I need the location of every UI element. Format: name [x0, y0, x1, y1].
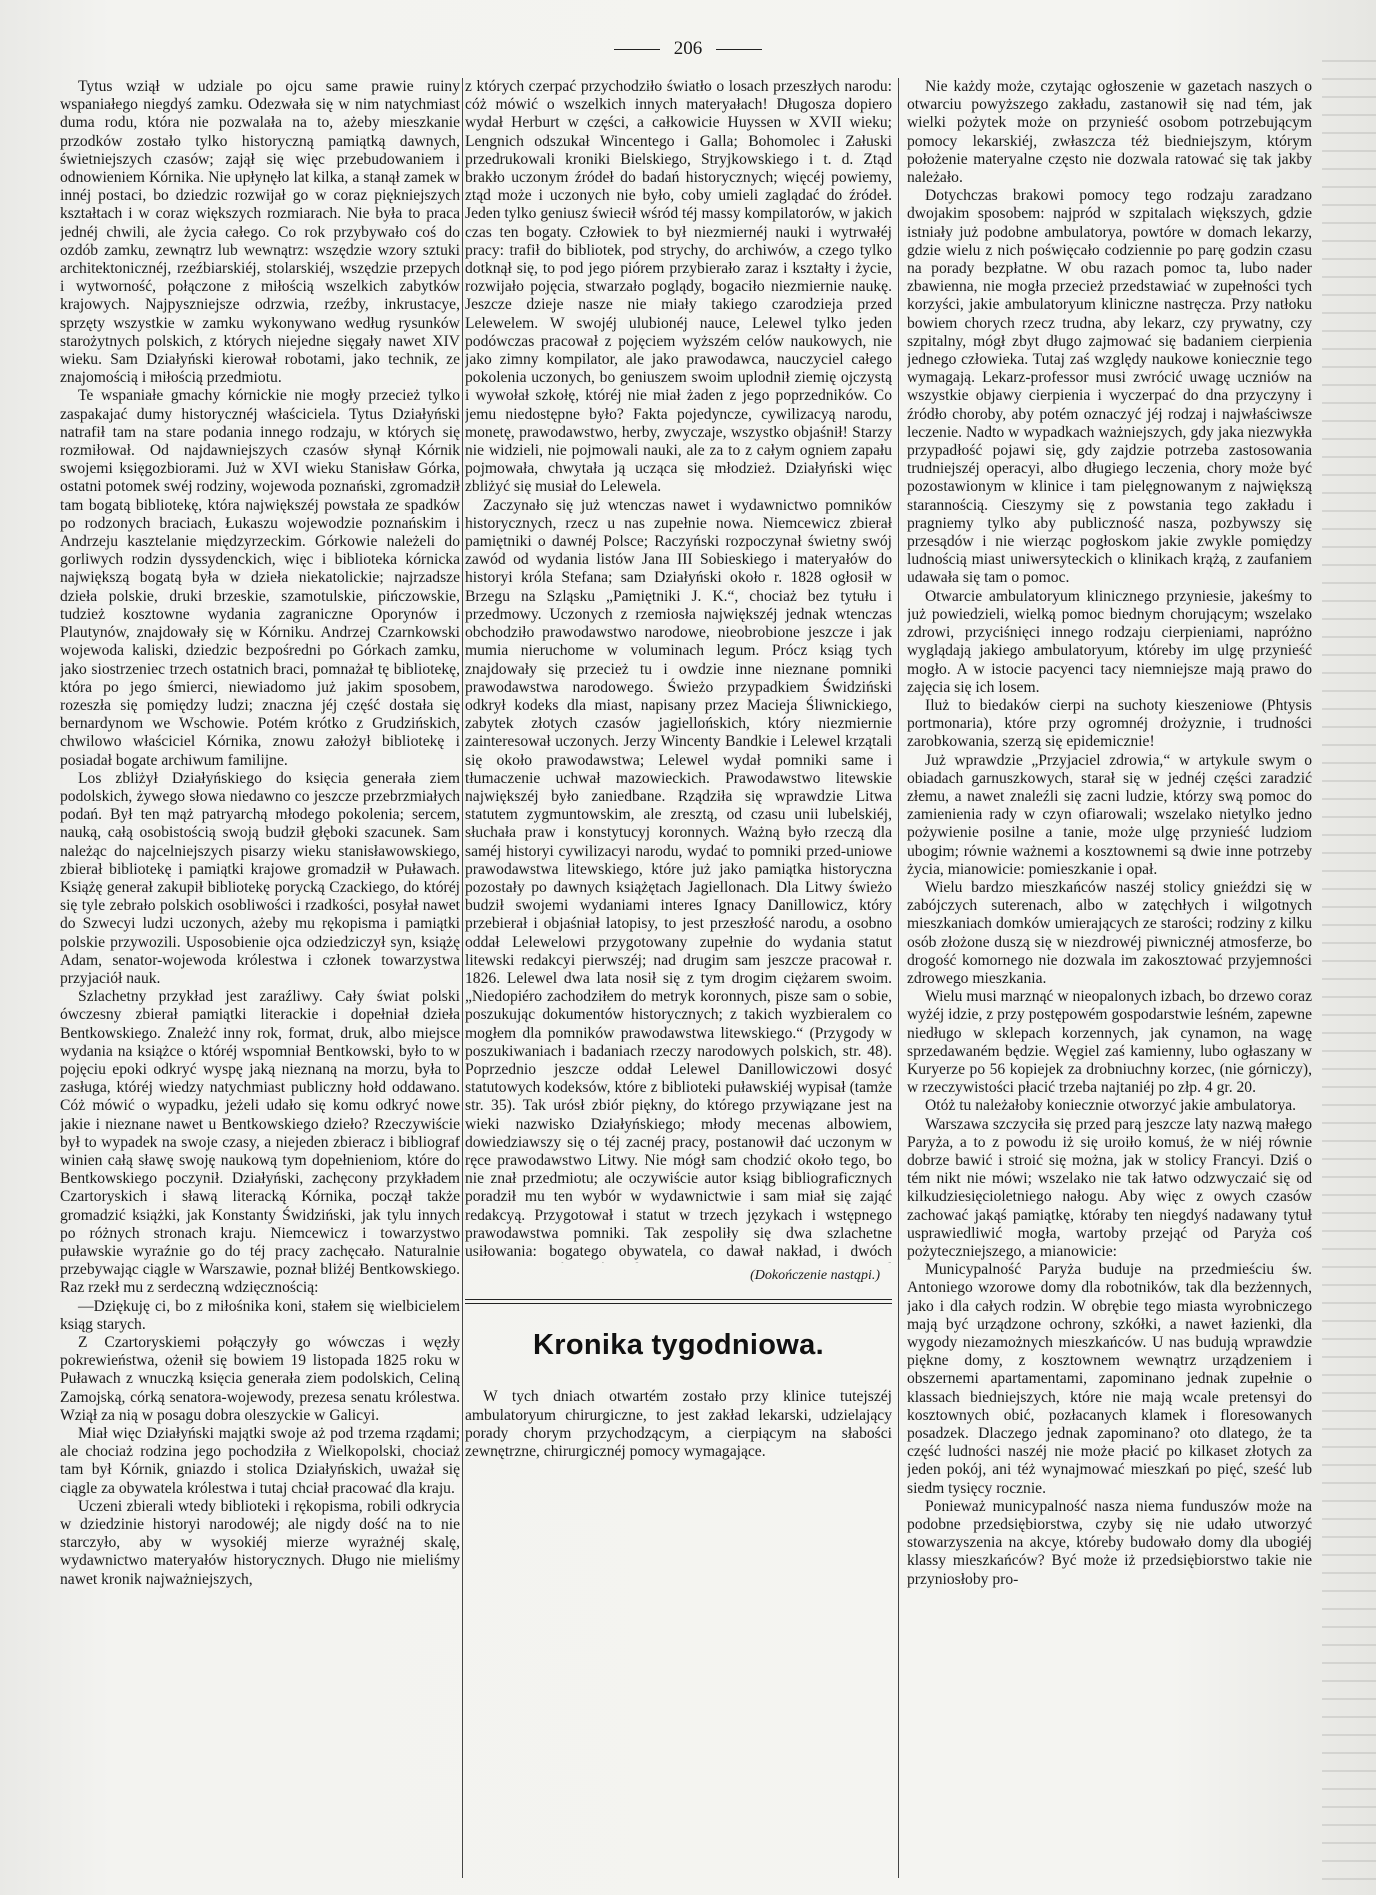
- paragraph: Otwarcie ambulatoryum klinicznego przyniesie, jakeśmy to już powiedzieli, wielką pomoc biednym chorującym; wszelako zdrowi, przyciśnięci innego rodzaju cierpieniami, napróżno wyglądają jakiego ambulatoryum, któreby im ulgę przynieść mogło. A w istocie pacyenci tacy niemniejsze mają prawo do zajęcia się ich losem.: [907, 587, 1312, 696]
- kronika-continuation: [907, 78, 1312, 1878]
- paragraph: —Dziękuję ci, bo z miłośnika koni, stałem się wielbicielem ksiąg starych.: [60, 1297, 460, 1333]
- column-2: [465, 78, 892, 1878]
- column-divider-1: [462, 78, 463, 1878]
- paragraph: Szlachetny przykład jest zaraźliwy. Cały świat polski ówczesny zbierał pamiątki literackie i dopełniał dzieła Bentkowskiego. Znależć inny rok, format, druk, albo miejsce wydania na książce o któréj wspomniał Bentkowski, było to w pojęciu epoki odkryć wyspę jaką nieznaną na morzu, była to zasługa, któréj wiedzy natychmiast publiczny hołd oddawano. Cóż mówić o wypadku, jeżeli udało się komu odkryć nowe jakie i nieznane nawet u Bentkowskiego dzieło? Rzeczywiście był to wypadek na swoje czasy, a niejeden zbieracz i bibliograf winien całą sławę swoję naukową tym dopełnieniom, które do Bentkowskiego poczynił. Działyński, zachęcony przykładem Czartoryskich i sławą literacką Kórnika, począł także gromadzić książki, jak Konstanty Świdziński, jak tylu innych po różnych stronach kraju. Niemcewicz i towarzystwo puławskie wyraźnie go do téj pracy zachęcało. Naturalnie przebywając ciągle w Warszawie, poznał bliżéj Bentkowskiego. Raz rzekł mu z serdeczną wdzięcznością:: [60, 988, 460, 1297]
- paragraph: Los zbliżył Działyńskiego do księcia generała ziem podolskich, żywego słowa niedawno co jeszcze przebrzmiałych podań. Był ten mąż patryarchą młodego pokolenia; sercem, nauką, całą osobistością swoją budził głęboki szacunek. Sam należąc do najcelniejszych pisarzy wieku stanisławowskiego, zbierał bibliotekę i pamiątki krajowe gromadził w Puławach. Książę generał zakupił bibliotekę porycką Czackiego, do któréj się tyle zebrało polskich osobliwości i rzadkości, posyłał nawet do Szwecyi ludzi uczonych, ażeby mu rękopisma i pamiątki polskie przywozili. Usposobienie ojca odziedziczył syn, książę Adam, senator-wojewoda królestwa i członek towarzystwa przyjaciół nauk.: [60, 769, 460, 987]
- paragraph: Nie każdy może, czytając ogłoszenie w gazetach naszych o otwarciu powyższego zakładu, zastanowił się nad tém, jak wielki pożytek może on przynieść osobom potrzebującym pomocy lekarskiéj, zwłaszcza téż biedniejszym, którym położenie materyalne często nie dozwala ratować się tak jakby należało.: [907, 78, 1312, 187]
- paragraph: z których czerpać przychodziło światło o losach przeszłych narodu: cóż mówić o wszelkich innych materyałach! Długosza dopiero wydał Herburt w części, a całkowicie Huyssen w XVII wieku; Lengnich odszukał Wincentego i Galla; Bohomolec i Załuski przedrukowali kroniki Bielskiego, Stryjkowskiego i t. d. Ztąd brakło uczonym źródeł do badań historycznych; więcéj powiemy, ztąd może i uczonych nie było, coby umieli zaglądać do źródeł. Jeden tylko geniusz świecił wśród téj massy kompilatorów, w jakich czas ten bogaty. Człowiek to był niezmiernéj nauki i wytrwałéj pracy: trafił do bibliotek, pod strychy, do archiwów, a czego tylko dotknął się, to pod jego piórem przybierało zaraz i kształty i życie, rozwijało pojęcia, stwarzało poglądy, bogaciło niezmiernie naukę. Jeszcze dzieje nasze nie miały takiego czarodzieja przed Lelewelem. W swojéj ulubionéj nauce, Lelewel tylko jeden podówczas pracował z pojęciem wyższém celów naukowych, nie jako zimny kompilator, ale jako prawodawca, nauczyciel całego pokolenia uczonych, bo geniuszem swoim uplodnił ziemię ojczystą i wywołał szkołę, któréj nie miał żaden z jego poprzedników. Co jemu niedostępne było? Fakta pojedyncze, cywilizacyą narodu, monetę, prawodawstwo, herby, zwyczaje, wszystko objaśnił! Starzy nie widzieli, nie pojmowali nauki, ale za to z całym ogniem zapału pojmowała, chwytała ją ucząca się młodzież. Działyński więc zbliżyć się musiał do Lelewela.: [465, 78, 892, 496]
- paragraph: Już wprawdzie „Przyjaciel zdrowia,“ w artykule swym o obiadach garnuszkowych, starał się w jednéj części zaradzić złemu, a nawet znaleźli się zacni ludzie, którzy swą pomoc do zamienienia rady w czyn ofiarowali; wszelako nietylko jedno pożywienie posilne a tanie, może ulgę przynieść ludziom ubogim; równie ważnemi a kosztownemi są dwie inne potrzeby życia, mianowicie: pomieszkanie i opał.: [907, 751, 1312, 878]
- page-number: 206: [673, 38, 703, 59]
- paragraph: Dotychczas brakowi pomocy tego rodzaju zaradzano dwojakim sposobem: najpród w szpitalach większych, gdzie istniały już podobne ambulatorya, powtóre w domach lekarzy, gdzie wielu z nich poświęcało codziennie po parę godzin czasu na porady bezpłatne. W obu razach pomoc ta, lubo nader zbawienna, nie mogła przecież przedstawiać w zupełności tych korzyści, jakie ambulatoryum kliniczne nastręcza. Przy natłoku bowiem chorych rzecz trudna, aby lekarz, czy prywatny, czy szpitalny, mógł zbyt długo zajmować się badaniem cierpienia jednego człowieka. Tutaj zaś względy naukowe koniecznie tego wymagają. Lekarz-professor musi zwrócić uwagę uczniów na wszystkie objawy cierpienia i wyczerpać do dna przyczyny i źródło choroby, aby potém oznaczyć jéj rodzaj i najwłaściwsze leczenie. Nadto w wypadkach ważniejszych, gdy jaka niezwykła przypadłość pojawi się, gdy zajdzie potrzeba zastosowania trudniejszéj operacyi, albo długiego leczenia, chory może być pozostawionym w klinice i tam pielęgnowanym z największą starannością. Cieszymy się z powstania tego zakładu i pragniemy tylko aby publiczność nasza, pozbywszy się przesądów i nie wierząc pogłoskom jakie zwykle pomiędzy ludnością miast uniwersyteckich o klinikach krążą, z zaufaniem udawała się tam o pomoc.: [907, 187, 1312, 587]
- paragraph: Te wspaniałe gmachy kórnickie nie mogły przecież tylko zaspakajać dumy historycznéj właściciela. Tytus Działyński natrafił tam na stare podania innego rodzaju, w których się rozmiłował. Od najdawniejszych czasów słynął Kórnik swojemi księgozbiorami. Już w XVI wieku Stanisław Górka, ostatni potomek swéj rodziny, wojewoda poznański, zgromadził tam bogatą bibliotekę, która największéj powstała ze spadków po rodzonych braciach, Łukaszu wojewodzie poznańskim i Andrzeju kasztelanie międzyrzeckim. Górkowie należeli do gorliwych rodzin dyssydenckich, więc i biblioteka kórnicka największą bogatą była w dzieła niekatolickie; najrzadsze dzieła polskie, druki brzeskie, szamotulskie, pińczowskie, tudzież kosztowne wydania zagraniczne Oporynów i Plautynów, znajdowały się w Kórniku. Andrzej Czarnkowski wojewoda kaliski, dziedzic bezpośredni po Górkach zamku, jako siostrzeniec trzech ostatnich braci, pomnażał tę bibliotekę, która po jego śmierci, niewiadomo już jakim sposobem, rozeszła się pomiędzy ludzi; znaczna jéj część dostała się bernardynom we Wschowie. Potém krótko z Grudzińskich, chwilowo właściciel Kórnika, znowu założył bibliotekę i posiadał bogate archiwum familijne.: [60, 387, 460, 769]
- paragraph: Warszawa szczyciła się przed parą jeszcze laty nazwą małego Paryża, a to z powodu iż się uroiło komuś, że w niéj równie dobrze bawić i stroić się można, jak w stolicy Francyi. Dziś o tém nikt nie mówi; wszelako nie tak łatwo odzwyczaić się od kilkudziesięcioletniego nałogu. Aby więc z owych czasów zachować jakąś pamiątkę, któraby ten niegdyś nadawany tytuł usprawiedliwić mogła, wartoby przejąć od Paryża coś pożyteczniejszego, a mianowicie:: [907, 1115, 1312, 1260]
- paragraph: Miał więc Działyński majątki swoje aż pod trzema rządami; ale chociaż rodzina jego pochodziła z Wielkopolski, chociaż tam był Kórnik, gniazdo i stolica Działyńskich, uważał się ciągle za obywatela królestwa i tutaj chciał pracować dla kraju.: [60, 1425, 460, 1497]
- paragraph: Zaczynało się już wtenczas nawet i wydawnictwo pomników historycznych, rzecz u nas zupełnie nowa. Niemcewicz zbierał pamiętniki o dawnéj Polsce; Raczyński rozpoczynał świetny swój zawód od wydania listów Jana III Sobieskiego i materyałów do historyi króla Stefana; sam Działyński około r. 1828 ogłosił w Brzegu na Szląsku „Pamiętniki J. K.“, chociaż bez tytułu i przedmowy. Uczonych z rzemiosła największéj jednak wtenczas obchodziło prawodawstwo narodowe, nieobrobione jeszcze i jak mumia nieruchome w voluminach legum. Prócz ksiąg tych znajdowały się przecież tu i owdzie inne nieznane pomniki prawodawstwa narodowego. Świeżo przypadkiem Świdziński odkrył kodeks dla miast, napisany przez Macieja Śliwnickiego, zabytek złotych czasów jagiellońskich, który niezmiernie zainteresował uczonych. Jerzy Wincenty Bandkie i Lelewel krzątali się około prawodawstwa; Lelewel wydał pomniki same i tłumaczenie uchwał mazowieckich. Prawodawstwo litewskie największéj było zaniedbane. Rządziła się wprawdzie Litwa statutem zygmuntowskim, ale zresztą, od czasu unii lubelskiéj, słuchała praw i konstytucyj koronnych. Ważną było rzeczą dla saméj historyi cywilizacyi narodu, wydać to pomniki przed-uniowe prawodawstwa litewskiego, które już jako pamiątka historyczna pozostały po dawnych książętach Jagiellonach. Dla Litwy świeżo budził swojemi wydaniami interes Ignacy Danillowicz, który przebierał i objaśniał latopisy, to jest przeszłość narodu, a osobno oddał Lelewelowi przygotowany zupełnie do wydania statut litewski redakcyi pierwszéj; nad drugim sam jeszcze pracował r. 1826. Lelewel dwa lata nosił się z tym drogim ciężarem swoim. „Niedopiéro zachodziłem do metryk koronnych, pisze sam o sobie, poszukując dokumentów historycznych; z takich wyzbieralem co mogłem dla pomników prawodawstwa litewskiego.“ (Przygody w poszukiwaniach i badaniach rzeczy narodowych polskich, str. 48). Poprzednio jeszcze oddał Lelewel Danillowiczowi dosyć statutowych kodeksów, które z biblioteki puławskiéj wypisał (tamże str. 35). Tak urósł zbiór piękny, do którego przywiązane jest na wieki nazwisko Działyńskiego; młody mecenas albowiem, dowiedziawszy się o téj zacnéj pracy, postanowił dać uczonym w ręce prawodawstwo Litwy. Nie mógł sam chodzić około tego, bo nie znał przedmiotu; ale oczywiście autor ksiąg bibliograficznych poradził mu ten wybór w wydawnictwie i sam miał się zająć redakcyą. Przygotował i statut w trzech językach i wstępnego prawodawstwa pomniki. Tak zespoliły się dwa szlachetne usiłowania: bogatego obywatela, co dawał nakład, i dwóch: [465, 496, 892, 1260]
- paragraph: Wielu musi marznąć w nieopalonych izbach, bo drzewo coraz wyżéj idzie, z przy postępowém gospodarstwie leśném, zapewne niedługo w sklepach korzennych, jak cynamon, na wagę sprzedawaném będzie. Węgiel zaś kamienny, lubo ogłaszany w Kuryerze po 56 kopiejek za drobniuchny korzec, (nie górniczy), w rzeczywistości płacić trzeba najtaniéj po złp. 4 gr. 20.: [907, 988, 1312, 1097]
- paragraph: Iluż to biedaków cierpi na suchoty kieszeniowe (Phtysis portmonaria), które przy ogromnéj drożyznie, i trudności zarobkowania, szerzą się epidemicznie!: [907, 696, 1312, 751]
- section-rule-thin: [465, 1303, 892, 1304]
- paragraph: Municypalność Paryża buduje na przedmieściu św. Antoniego wzorowe domy dla robotników, tak dla bezżennych, jako i dla całych rodzin. W obrębie tego miasta wyrobniczego mają być urządzone ochrony, szkółki, a nawet łazienki, dla wygody niezamożnych mieszkańców. U nas budują wprawdzie piękne domy, z kosztownem wewnątrz urządzeniem i obszernemi apartamentami, zapominano jednak zupełnie o klassach biedniejszych, które nie mają wcale pretensyi do kosztownych obić, pozłacanych klamek i floresowanych posadzek. Dlaczego jednak zapominano? oto dlatego, że ta część ludności naszéj nie może płacić po kilkaset złotych za jeden pokój, ani téż wynajmować mieszkań po pięć, sześć lub siedm tysięcy rocznie.: [907, 1261, 1312, 1497]
- section-title: Kronika tygodniowa.: [533, 1329, 824, 1362]
- paragraph: Ponieważ municypalność nasza niema funduszów może na podobne przedsiębiorstwa, czyby się nie udało utworzyć stowarzyszenia na akcye, któreby budowało domy dla ubogiéj klassy mieszkańców? Być może iż przedsiębiorstwo takie nie przyniosłoby pro-: [907, 1497, 1312, 1588]
- column-divider-2: [898, 78, 899, 1878]
- adjacent-page-edge: [1322, 60, 1376, 1895]
- page-header: [0, 38, 1376, 60]
- paragraph: Tytus wziął w udziale po ojcu same prawie ruiny wspaniałego niegdyś zamku. Odezwała się w nim natychmiast duma rodu, która nie pozwalała na to, ażeby mieszkanie przodków zostało tylko historyczną pamiątką dawnych, świetniejszych czasów; zajął się więc przebudowaniem i odnowieniem Kórnika. Nie upłynęło lat kilka, a stanął zamek w innéj postaci, bo dziedzic rozwijał go w coraz piękniejszych kształtach i w coraz większych rozmiarach. Nie była to praca jednéj chwili, ale życia całego. Co rok przybywało coś do ozdób zamku, zewnątrz lub wewnątrz: wszędzie wzory sztuki architektonicznéj, rzeźbiarskiéj, stolarskiéj, wszędzie przepych i wytworność, połączone z miłością wszelkich zabytków krajowych. Najpyszniejsze odrzwia, rzeźby, inkrustacye, sprzęty wszystkie w zamku wykonywano według rysunków starożytnych polskich, z których niejedne sięgały nawet XIV wieku. Sam Działyński kierował robotami, jako technik, ze znajomością i miłością przedmiotu.: [60, 78, 460, 387]
- continuation-note: (Dokończenie nastąpi.): [750, 1268, 880, 1283]
- header-rule-right: [716, 49, 762, 50]
- paragraph: Z Czartoryskiemi połączyły go wówczas i węzły pokrewieństwa, ożenił się bowiem 19 listopada 1825 roku w Puławach z wnuczką księcia generała ziem podolskich, Celiną Zamojską, córką senatora-wojewody, prezesa senatu królestwa. Wziął za nią w posagu dobra oleszyckie w Galicyi.: [60, 1334, 460, 1424]
- paragraph: Wielu bardzo mieszkańców naszéj stolicy gnieździ się w zabójczych suterenach, albo w zatęchłych i wilgotnych mieszkaniach domków umierających ze starości; rodziny z kilku osób złożone duszą się w niezdrowéj piwnicznéj atmosferze, bo drogość komornego nie dozwala im zakosztować przyjemności zdrowego mieszkania.: [907, 878, 1312, 987]
- paragraph: W tych dniach otwartém zostało przy klinice tutejszéj ambulatoryum chirurgiczne, to jest zakład lekarski, udzielający porady chorym przychodzącym, a cierpiącym na słabości zewnętrzne, chirurgicznéj pomocy wymagające.: [465, 1388, 892, 1461]
- article-continuation: [465, 78, 892, 1263]
- column-1: [60, 78, 460, 1878]
- column-3: [907, 78, 1312, 1878]
- header-rule-left: [614, 49, 660, 50]
- paragraph: Otóż tu należałoby koniecznie otworzyć jakie ambulatorya.: [925, 1097, 1297, 1115]
- paragraph: Uczeni zbierali wtedy biblioteki i rękopisma, robili odkrycia w dziedzinie historyi narodowéj; ale nigdy dość na to nie starczyło, aby w wysokiéj mierze wyrażnéj skalę, wydawnictwo materyałów historycznych. Długo nie mieliśmy nawet kronik najważniejszych,: [60, 1497, 460, 1588]
- section-rule: [465, 1299, 892, 1300]
